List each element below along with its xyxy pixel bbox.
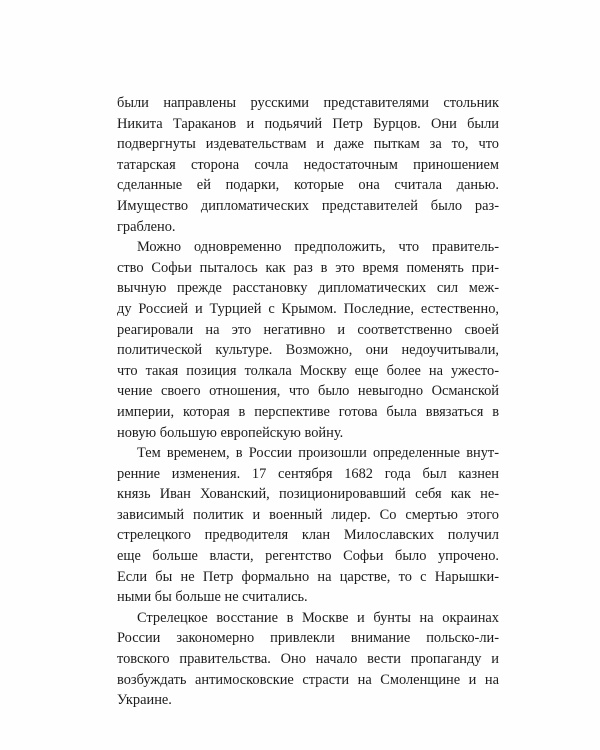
text-line: татарская сторона сочла недостаточным приношением (117, 156, 499, 173)
text-line: ренние изменения. 17 сентября 1682 года был казнен (117, 465, 499, 482)
text-line: князь Иван Хованский, позиционировавший себя как не- (117, 486, 499, 503)
text-line: стрелецкого предводителя клан Милославских получил (117, 527, 499, 544)
text-line: товского правительства. Оно начало вести пропаганду и (117, 651, 499, 668)
text-line: вычную прежде расстановку дипломатических сил меж- (117, 280, 499, 297)
text-line: Украине. (117, 692, 172, 709)
text-line: ными бы больше не считались. (117, 589, 308, 606)
text-line: империи, которая в перспективе готова была ввязаться в (117, 403, 499, 420)
text-line: подвергнуты издевательствам и даже пыткам за то, что (117, 136, 499, 153)
text-line: ство Софьи пыталось как раз в это время поменять при- (117, 259, 499, 276)
text-line: политической культуре. Возможно, они недоучитывали, (117, 342, 499, 359)
text-line: были направлены русскими представителями стольник (117, 95, 499, 111)
text-line: еще больше власти, регентство Софьи было упрочено. (117, 548, 499, 565)
text-line: России закономерно привлекли внимание польско-ли- (117, 630, 499, 647)
text-line: Можно одновременно предположить, что правитель- (137, 239, 499, 256)
text-line: Тем временем, в России произошли определенные внут- (137, 445, 499, 462)
text-line: зависимый политик и военный лидер. Со смертью этого (117, 506, 499, 523)
body-text (117, 93, 499, 711)
text-line: Имущество дипломатических представителей было раз- (117, 197, 499, 214)
text-line: Стрелецкое восстание в Москве и бунты на окраинах (137, 609, 499, 626)
text-line: что такая позиция толкала Москву еще более на ужесто- (117, 362, 499, 379)
text-line: новую большую европейскую войну. (117, 424, 344, 441)
text-line: Если бы не Петр формально на царстве, то с Нарышки- (117, 568, 499, 585)
text-line: ду Россией и Турцией с Крымом. Последние, естественно, (117, 300, 499, 317)
text-line: возбуждать антимосковские страсти на Смоленщине и на (117, 671, 499, 688)
text-line: реагировали на это негативно и соответственно своей (117, 321, 499, 338)
text-line: граблено. (117, 218, 176, 235)
text-line: чение своего отношения, что было невыгодно Османской (117, 383, 499, 400)
text-line: Никита Тараканов и подьячий Петр Бурцов. Они были (117, 115, 499, 132)
text-line: сделанные ей подарки, которые она считала данью. (117, 177, 499, 194)
